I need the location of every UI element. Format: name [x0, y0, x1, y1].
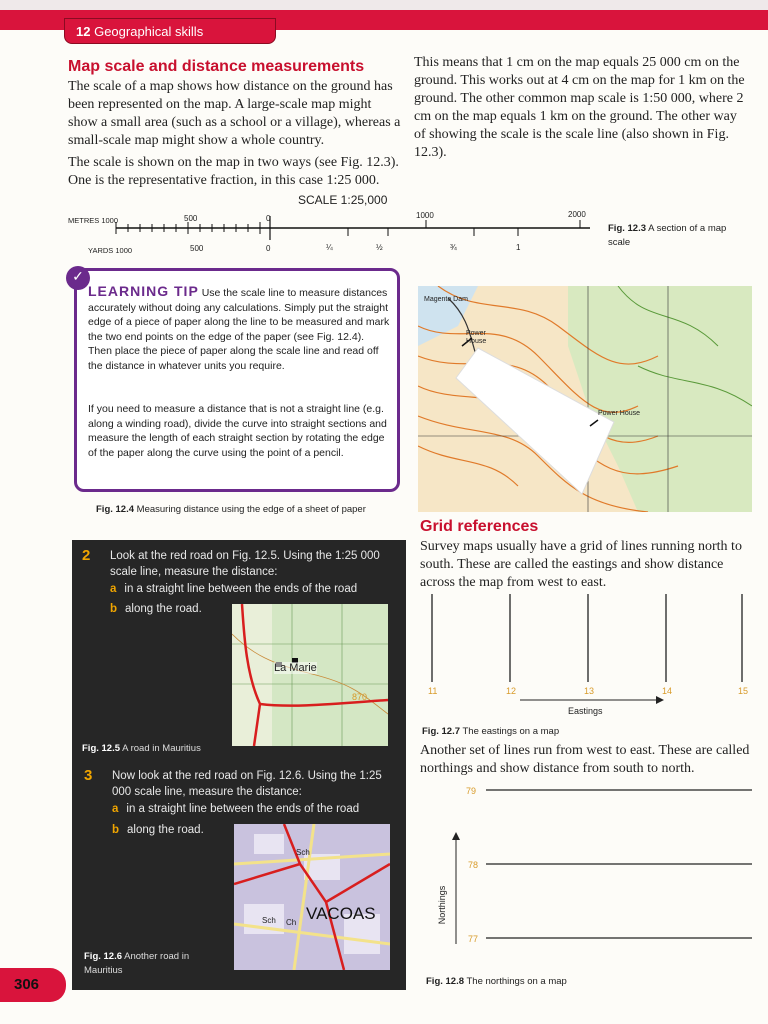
fig-12-6-map	[234, 824, 390, 970]
q2-number: 2	[82, 547, 91, 564]
scale-metres-label: METRES 1000	[68, 216, 119, 225]
q3-part-a	[112, 801, 396, 817]
q2-b-text: along the road.	[125, 603, 202, 615]
grid-para-2: Another set of lines run from west to east. These are called northings and show distance from south to north.	[420, 743, 750, 776]
northings-label: Northings	[437, 885, 447, 925]
fig-12-8-caption	[426, 976, 567, 987]
q2-part-a	[110, 581, 394, 597]
map-label-powerhouse-1: Power House	[466, 330, 487, 345]
scale-m500: 500	[184, 214, 198, 223]
q3-text: Now look at the red road on Fig. 12.6. Using the 1:25 000 scale line, measure the distance:	[112, 770, 382, 798]
easting-label-15: 15	[738, 686, 749, 696]
map-label-870: 870	[352, 692, 368, 702]
fig-12-7-text: The eastings on a map	[462, 726, 560, 737]
scale-yards-label: YARDS 1000	[88, 246, 133, 255]
q3-b-letter: b	[112, 824, 120, 836]
scale-q4: 1	[516, 243, 521, 252]
map-label-sch-2: Sch	[262, 916, 276, 925]
learning-tip-para-2: If you need to measure a distance that is not a straight line (e.g. along a winding road), divide the curve into straight sections and measure the length of each straight section by rotating the edge of the paper along the curve using the point of a pencil.	[88, 403, 387, 459]
fig-12-3-text: A section of a map scale	[608, 223, 727, 248]
fig-12-6-text: Another road in Mauritius	[84, 951, 190, 976]
easting-label-13: 13	[584, 686, 595, 696]
q2-a-text: in a straight line between the ends of the road	[124, 583, 358, 595]
q3-number: 3	[84, 767, 93, 784]
easting-label-14: 14	[662, 686, 673, 696]
fig-12-5-text: A road in Mauritius	[122, 743, 201, 754]
fig-12-4-caption	[96, 504, 366, 515]
scale-para-1: The scale of a map shows how distance on the ground has been represented on the map. A large-scale map might show a small area (such as a school or a village), whereas a small-scale map might show a whole country.	[68, 79, 401, 148]
easting-label-12: 12	[506, 686, 517, 696]
q2-text: Look at the red road on Fig. 12.5. Using the 1:25 000 scale line, measure the distance:	[110, 550, 380, 578]
section-title-scale: Map scale and distance measurements	[68, 58, 365, 75]
chapter-title: Geographical skills	[94, 24, 204, 39]
scale-m2000: 2000	[568, 210, 586, 219]
grid-para-1: Survey maps usually have a grid of lines running north to south. These are called the eastings and show distance across the map from west to east.	[420, 539, 742, 590]
q3-a-letter: a	[112, 803, 119, 815]
fig-12-4-map	[418, 286, 752, 512]
learning-tip-text-1: Use the scale line to measure distances accurately without doing any calculations. Simply put the straight edge of a piece of paper along the line to be measured and mark the two end points on the edge of the paper (see Fig. 12.4). Then place the piece of paper along the scale line and read off the distance in whatever units you require.	[88, 287, 390, 372]
fig-12-5-map	[232, 604, 388, 746]
q3-b-text: along the road.	[127, 824, 204, 836]
fig-12-4-num: Fig. 12.4	[96, 504, 135, 515]
scale-y500: 500	[190, 244, 204, 253]
northing-label-79: 79	[466, 786, 477, 796]
northing-label-77: 77	[468, 934, 479, 944]
scale-title: SCALE 1:25,000	[298, 193, 388, 207]
scale-bar-figure	[66, 206, 602, 258]
map-label-sch-1: Sch	[296, 848, 310, 857]
map-label-ch: Ch	[286, 918, 297, 927]
chapter-number: 12	[76, 24, 91, 39]
fig-12-8-num: Fig. 12.8	[426, 976, 465, 987]
scale-q2: ½	[376, 243, 383, 252]
fig-12-7-num: Fig. 12.7	[422, 726, 461, 737]
q2-b-letter: b	[110, 603, 118, 615]
learning-tip-para-1	[88, 284, 390, 373]
fig-12-6-caption	[84, 950, 224, 978]
eastings-label: Eastings	[568, 706, 603, 716]
map-label-powerhouse-2: Power House	[598, 410, 641, 417]
easting-label-11: 11	[428, 686, 438, 696]
fig-12-5-num: Fig. 12.5	[82, 743, 121, 754]
check-icon: ✓	[66, 266, 90, 290]
scale-y0: 0	[266, 244, 271, 253]
scale-q1: ¼	[326, 243, 333, 252]
section-title-grid: Grid references	[420, 518, 539, 535]
scale-m1000: 1000	[416, 211, 434, 220]
header-shade	[0, 0, 768, 10]
scale-m0: 0	[266, 214, 271, 223]
page-number: 306	[14, 976, 40, 993]
fig-12-4-text: Measuring distance using the edge of a sheet of paper	[136, 504, 366, 515]
q3-a-text: in a straight line between the ends of the road	[126, 803, 360, 815]
scale-para-3: This means that 1 cm on the map equals 25 000 cm on the ground. This works out at 4 cm on the map for 1 km on the ground. The other common map scale is 1:50 000, where 2 cm on the map equals 1 km on the ground. The other way of showing the scale is the scale line (also shown in Fig. 12.3).	[414, 55, 745, 160]
map-label-dam: Magenta Dam	[424, 296, 468, 303]
fig-12-3-caption	[608, 222, 730, 250]
map-label-la-marie: La Marie	[274, 662, 317, 674]
northing-label-78: 78	[468, 860, 479, 870]
q2-a-letter: a	[110, 583, 117, 595]
scale-para-2: The scale is shown on the map in two ways (see Fig. 12.3). One is the representative fraction, in this case 1:25 000.	[68, 155, 399, 188]
fig-12-6-num: Fig. 12.6	[84, 951, 123, 962]
fig-12-5-caption	[82, 743, 201, 754]
map-label-vacoas: VACOAS	[306, 904, 376, 923]
fig-12-8-northings	[430, 780, 756, 970]
scale-q3: ¾	[450, 243, 457, 252]
learning-tip-heading: LEARNING TIP	[88, 283, 199, 299]
fig-12-8-text: The northings on a map	[466, 976, 567, 987]
chapter-label	[76, 24, 203, 39]
fig-12-7-caption	[422, 726, 559, 737]
fig-12-3-num: Fig. 12.3	[608, 223, 647, 234]
